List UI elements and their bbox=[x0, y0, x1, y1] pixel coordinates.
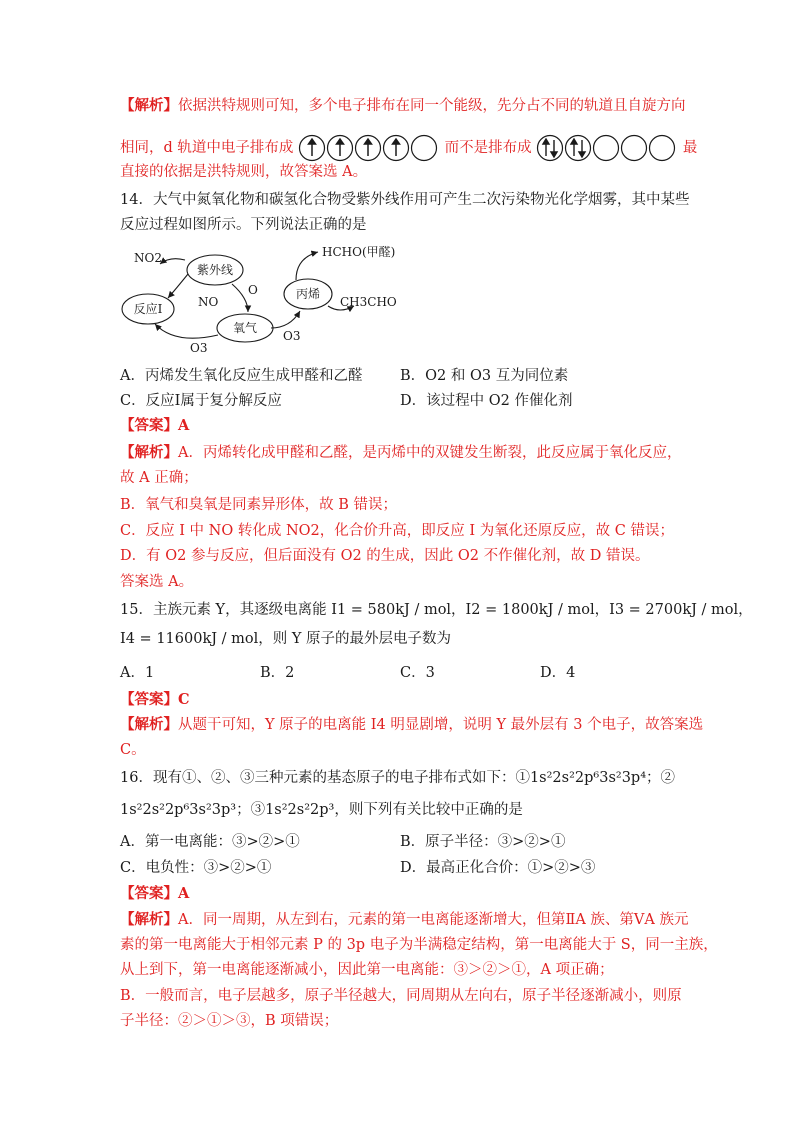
paired-spin-icon bbox=[543, 139, 585, 157]
o3-left-label: O3 bbox=[190, 341, 208, 355]
q14-analysis-line-5: D．有 O2 参与反应，但后面没有 O2 的生成，因此 O2 不作催化剂，故 D 错误。 bbox=[120, 548, 650, 564]
q15-stem-line-1: 15．主族元素 Y，其逐级电离能 I1 = 580kJ / mol，I2 = 1800kJ / mol，I3 = 2700kJ / mol， bbox=[120, 602, 753, 618]
hcho-label: HCHO(甲醛) bbox=[322, 245, 396, 259]
uv-label: 紫外线 bbox=[196, 263, 234, 277]
empty-orbital-icon bbox=[594, 136, 619, 161]
q14-option-d: D．该过程中 O2 作催化剂 bbox=[400, 393, 573, 409]
analysis-text: A．同一周期，从左到右，元素的第一电离能逐渐增大，但第ⅡA 族、第ⅤA 族元 bbox=[178, 912, 689, 928]
q16-stem-line-1: 16．现有①、②、③三种元素的基态原子的电子排布式如下：①1s²2s²2p⁶3s²3p⁴；② bbox=[120, 770, 676, 786]
answer-value: A bbox=[178, 417, 190, 434]
q13-analysis-line-2 bbox=[120, 134, 697, 162]
q15-analysis-line-2: C。 bbox=[120, 742, 146, 758]
analysis-tag: 【解析】 bbox=[120, 444, 178, 461]
q13-analysis-line-1 bbox=[120, 96, 686, 116]
q14-stem-line-2: 反应过程如图所示。下列说法正确的是 bbox=[120, 217, 367, 233]
no-label: NO bbox=[198, 295, 219, 309]
answer-value: A bbox=[178, 885, 190, 902]
q14-option-b: B．O2 和 O3 互为同位素 bbox=[400, 368, 569, 384]
reaction-label: 反应Ⅰ bbox=[133, 302, 163, 316]
q16-analysis-line-2: 素的第一电离能大于相邻元素 P 的 3p 电子为半满稳定结构，第一电离能大于 S，同一主族， bbox=[120, 937, 718, 953]
q14-analysis-line-1 bbox=[120, 443, 681, 463]
answer-tag: 【答案】 bbox=[120, 417, 178, 434]
q14-stem-line-1: 14．大气中氮氧化物和碳氢化合物受紫外线作用可产生二次污染物光化学烟雾，其中某些 bbox=[120, 192, 690, 208]
q15-option-c: C．3 bbox=[400, 665, 435, 681]
q16-stem-line-2: 1s²2s²2p⁶3s²3p³；③1s²2s²2p³，则下列有关比较中正确的是 bbox=[120, 802, 523, 818]
analysis-tag: 【解析】 bbox=[120, 97, 178, 114]
q16-option-d: D．最高正化合价：①>②>③ bbox=[400, 860, 596, 876]
analysis-text: 依据洪特规则可知，多个电子排布在同一个能级，先分占不同的轨道且自旋方向 bbox=[178, 98, 686, 114]
q15-option-d: D．4 bbox=[540, 665, 576, 681]
q16-option-c: C．电负性：③>②>① bbox=[120, 860, 272, 876]
q16-answer bbox=[120, 884, 189, 904]
orbital-diagram-hund bbox=[298, 134, 440, 162]
q14-analysis-line-2: 故 A 正确； bbox=[120, 470, 198, 486]
q15-answer bbox=[120, 690, 190, 710]
q14-option-c: C．反应Ⅰ属于复分解反应 bbox=[120, 393, 282, 409]
q16-option-a: A．第一电离能：③>②>① bbox=[120, 834, 300, 850]
q15-stem-line-2: I4 = 11600kJ / mol，则 Y 原子的最外层电子数为 bbox=[120, 631, 452, 647]
q16-analysis-line-5: 子半径：②＞①＞③，B 项错误； bbox=[120, 1013, 339, 1029]
oxygen-label: 氧气 bbox=[232, 321, 258, 335]
no2-label: NO2 bbox=[134, 251, 162, 265]
o-label: O bbox=[248, 283, 258, 297]
analysis-text: 从题干可知，Y 原子的电离能 I4 明显剧增，说明 Y 最外层有 3 个电子，故答案选 bbox=[178, 717, 704, 733]
answer-value: C bbox=[178, 691, 190, 708]
analysis-tag: 【解析】 bbox=[120, 911, 178, 928]
answer-tag: 【答案】 bbox=[120, 885, 178, 902]
q16-option-b: B．原子半径：③>②>① bbox=[400, 834, 566, 850]
analysis-text: A．丙烯转化成甲醛和乙醛，是丙烯中的双键发生断裂，此反应属于氧化反应， bbox=[178, 445, 682, 461]
o3-right-label: O3 bbox=[283, 329, 301, 343]
q15-option-a: A．1 bbox=[120, 665, 155, 681]
q15-analysis-line-1 bbox=[120, 715, 703, 735]
analysis-text: 相同，d 轨道中电子排布成 bbox=[120, 140, 294, 156]
q14-analysis-line-3: B．氧气和臭氧是同素异形体，故 B 错误； bbox=[120, 497, 398, 513]
propene-label: 丙烯 bbox=[295, 287, 321, 301]
q14-analysis-line-4: C．反应 I 中 NO 转化成 NO2，化合价升高，即反应 I 为氧化还原反应，故 C 错误； bbox=[120, 523, 674, 539]
analysis-text: 最 bbox=[682, 140, 698, 156]
orbital-diagram-paired bbox=[536, 134, 678, 162]
ch3cho-label: CH3CHO bbox=[340, 295, 397, 309]
spin-up-arrow-icon bbox=[309, 139, 316, 144]
analysis-text: 而不是排布成 bbox=[444, 140, 532, 156]
q16-analysis-line-1 bbox=[120, 910, 688, 930]
q16-analysis-line-3: 从上到下，第一电离能逐渐减小，因此第一电离能：③＞②＞①，A 项正确； bbox=[120, 962, 614, 978]
q13-analysis-line-3: 直接的依据是洪特规则，故答案选 A。 bbox=[120, 164, 368, 180]
q14-analysis-line-6: 答案选 A。 bbox=[120, 574, 194, 590]
q15-option-b: B．2 bbox=[260, 665, 295, 681]
analysis-tag: 【解析】 bbox=[120, 716, 178, 733]
q14-option-a: A．丙烯发生氧化反应生成甲醛和乙醛 bbox=[120, 368, 363, 384]
q16-analysis-line-4: B．一般而言，电子层越多，原子半径越大，同周期从左向右，原子半径逐渐减小，则原 bbox=[120, 988, 682, 1004]
reaction-diagram bbox=[120, 240, 420, 355]
answer-tag: 【答案】 bbox=[120, 691, 178, 708]
q14-answer bbox=[120, 416, 189, 436]
